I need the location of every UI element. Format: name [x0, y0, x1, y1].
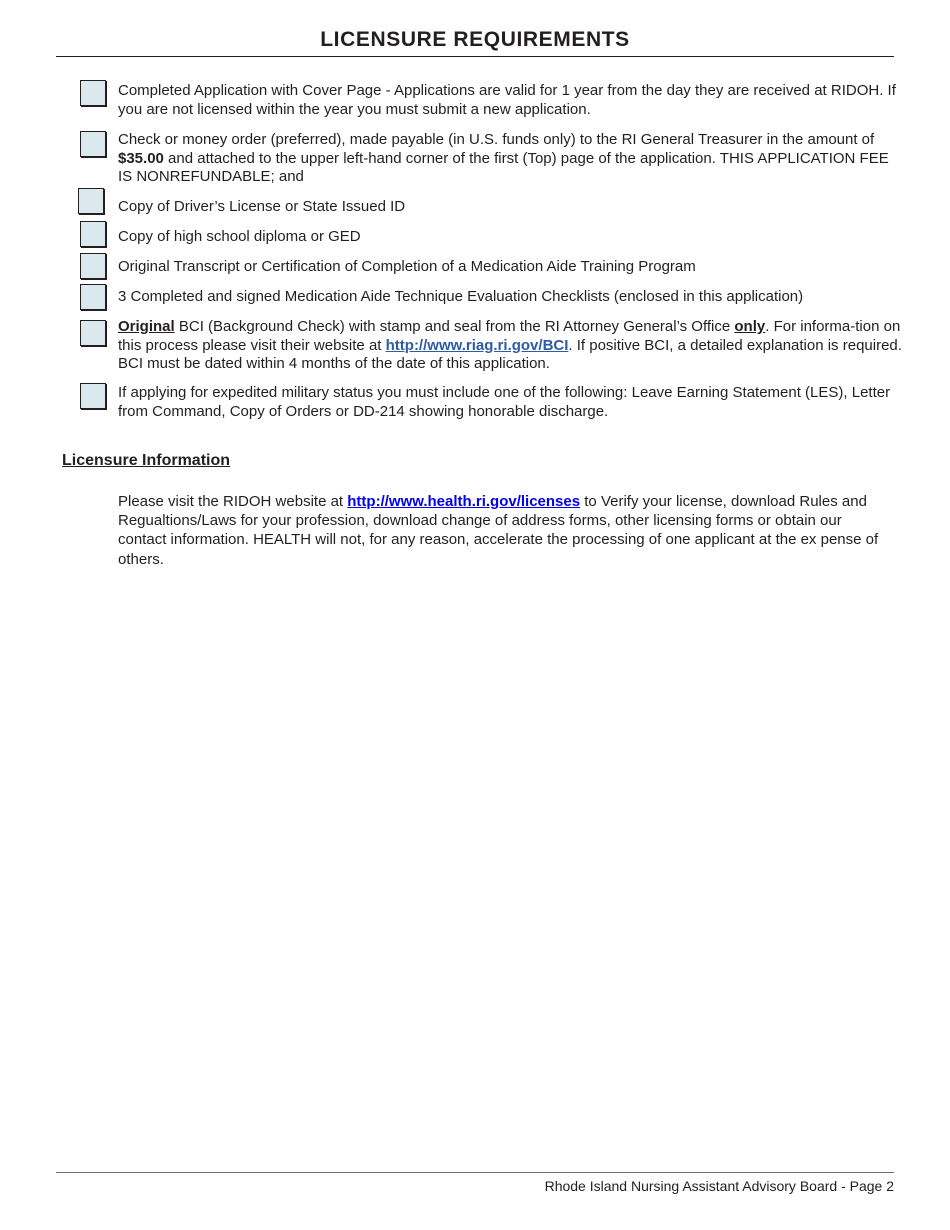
checkbox-bci[interactable] [80, 320, 106, 346]
title-divider [56, 56, 894, 57]
requirement-drivers-license: Copy of Driver’s License or State Issued ID [118, 198, 406, 215]
requirement-fee [118, 131, 902, 187]
checkbox-transcript[interactable] [80, 253, 106, 279]
health-website-link[interactable]: http://www.health.ri.gov/licenses [347, 493, 581, 510]
fee-text-start: Check or money order (preferred), made payable (in U.S. funds only) to the RI General Treasurer in the amount of [118, 131, 875, 148]
licensure-info-paragraph [118, 492, 888, 569]
bci-text-middle: . For informa-tion on this process please visit their website at [118, 318, 901, 354]
checkbox-checklists[interactable] [80, 284, 106, 310]
checkbox-application[interactable] [80, 80, 106, 106]
checkbox-drivers-license[interactable] [78, 188, 104, 214]
info-text-start: Please visit the RIDOH website at [118, 493, 348, 510]
fee-text-end: and attached to the upper left-hand corner of the first (Top) page of the application. THIS APPLICATION FEE IS NONREFUNDABLE; and [118, 149, 889, 185]
bci-website-link[interactable]: http://www.riag.ri.gov/BCI [385, 336, 569, 354]
checkbox-fee[interactable] [80, 131, 106, 157]
requirement-checklists: 3 Completed and signed Medication Aide Technique Evaluation Checklists (enclosed in this application) [118, 288, 804, 305]
requirement-military: If applying for expedited military status you must include one of the following: Leave Earning Statement (LES), Letter from Command, Copy of Orders or DD-214 showing honorable discharge. [118, 384, 891, 420]
requirement-diploma: Copy of high school diploma or GED [118, 228, 361, 245]
bci-text-start: BCI (Background Check) with stamp and seal from the RI Attorney General’s Office [174, 318, 735, 335]
requirement-application: Completed Application with Cover Page - Applications are valid for 1 year from the day they are received at RIDOH. If you are not licensed within the year you must submit a new application. [118, 82, 896, 118]
bci-original-label: Original [118, 318, 175, 335]
bci-text-end: . If positive BCI, a detailed explanation is required. BCI must be dated within 4 months of the date of this application. [118, 336, 902, 372]
requirement-bci [118, 318, 902, 374]
footer-divider [56, 1172, 894, 1173]
page-title: LICENSURE REQUIREMENTS [320, 28, 630, 51]
checkbox-diploma[interactable] [80, 221, 106, 247]
fee-amount: $35.00 [118, 149, 164, 167]
info-text-end: to Verify your license, download Rules and Regualtions/Laws for your profession, download change of address forms, other licensing forms or obtain our contact information. HEALTH will not, for any reason, accelerate the processing of one applicant at the ex pense of others. [118, 493, 879, 568]
licensure-info-heading: Licensure Information [62, 452, 231, 469]
requirement-transcript: Original Transcript or Certification of Completion of a Medication Aide Training Program [118, 258, 696, 275]
bci-only-label: only [734, 318, 766, 335]
checkbox-military[interactable] [80, 383, 106, 409]
page-footer: Rhode Island Nursing Assistant Advisory Board - Page 2 [544, 1178, 894, 1194]
